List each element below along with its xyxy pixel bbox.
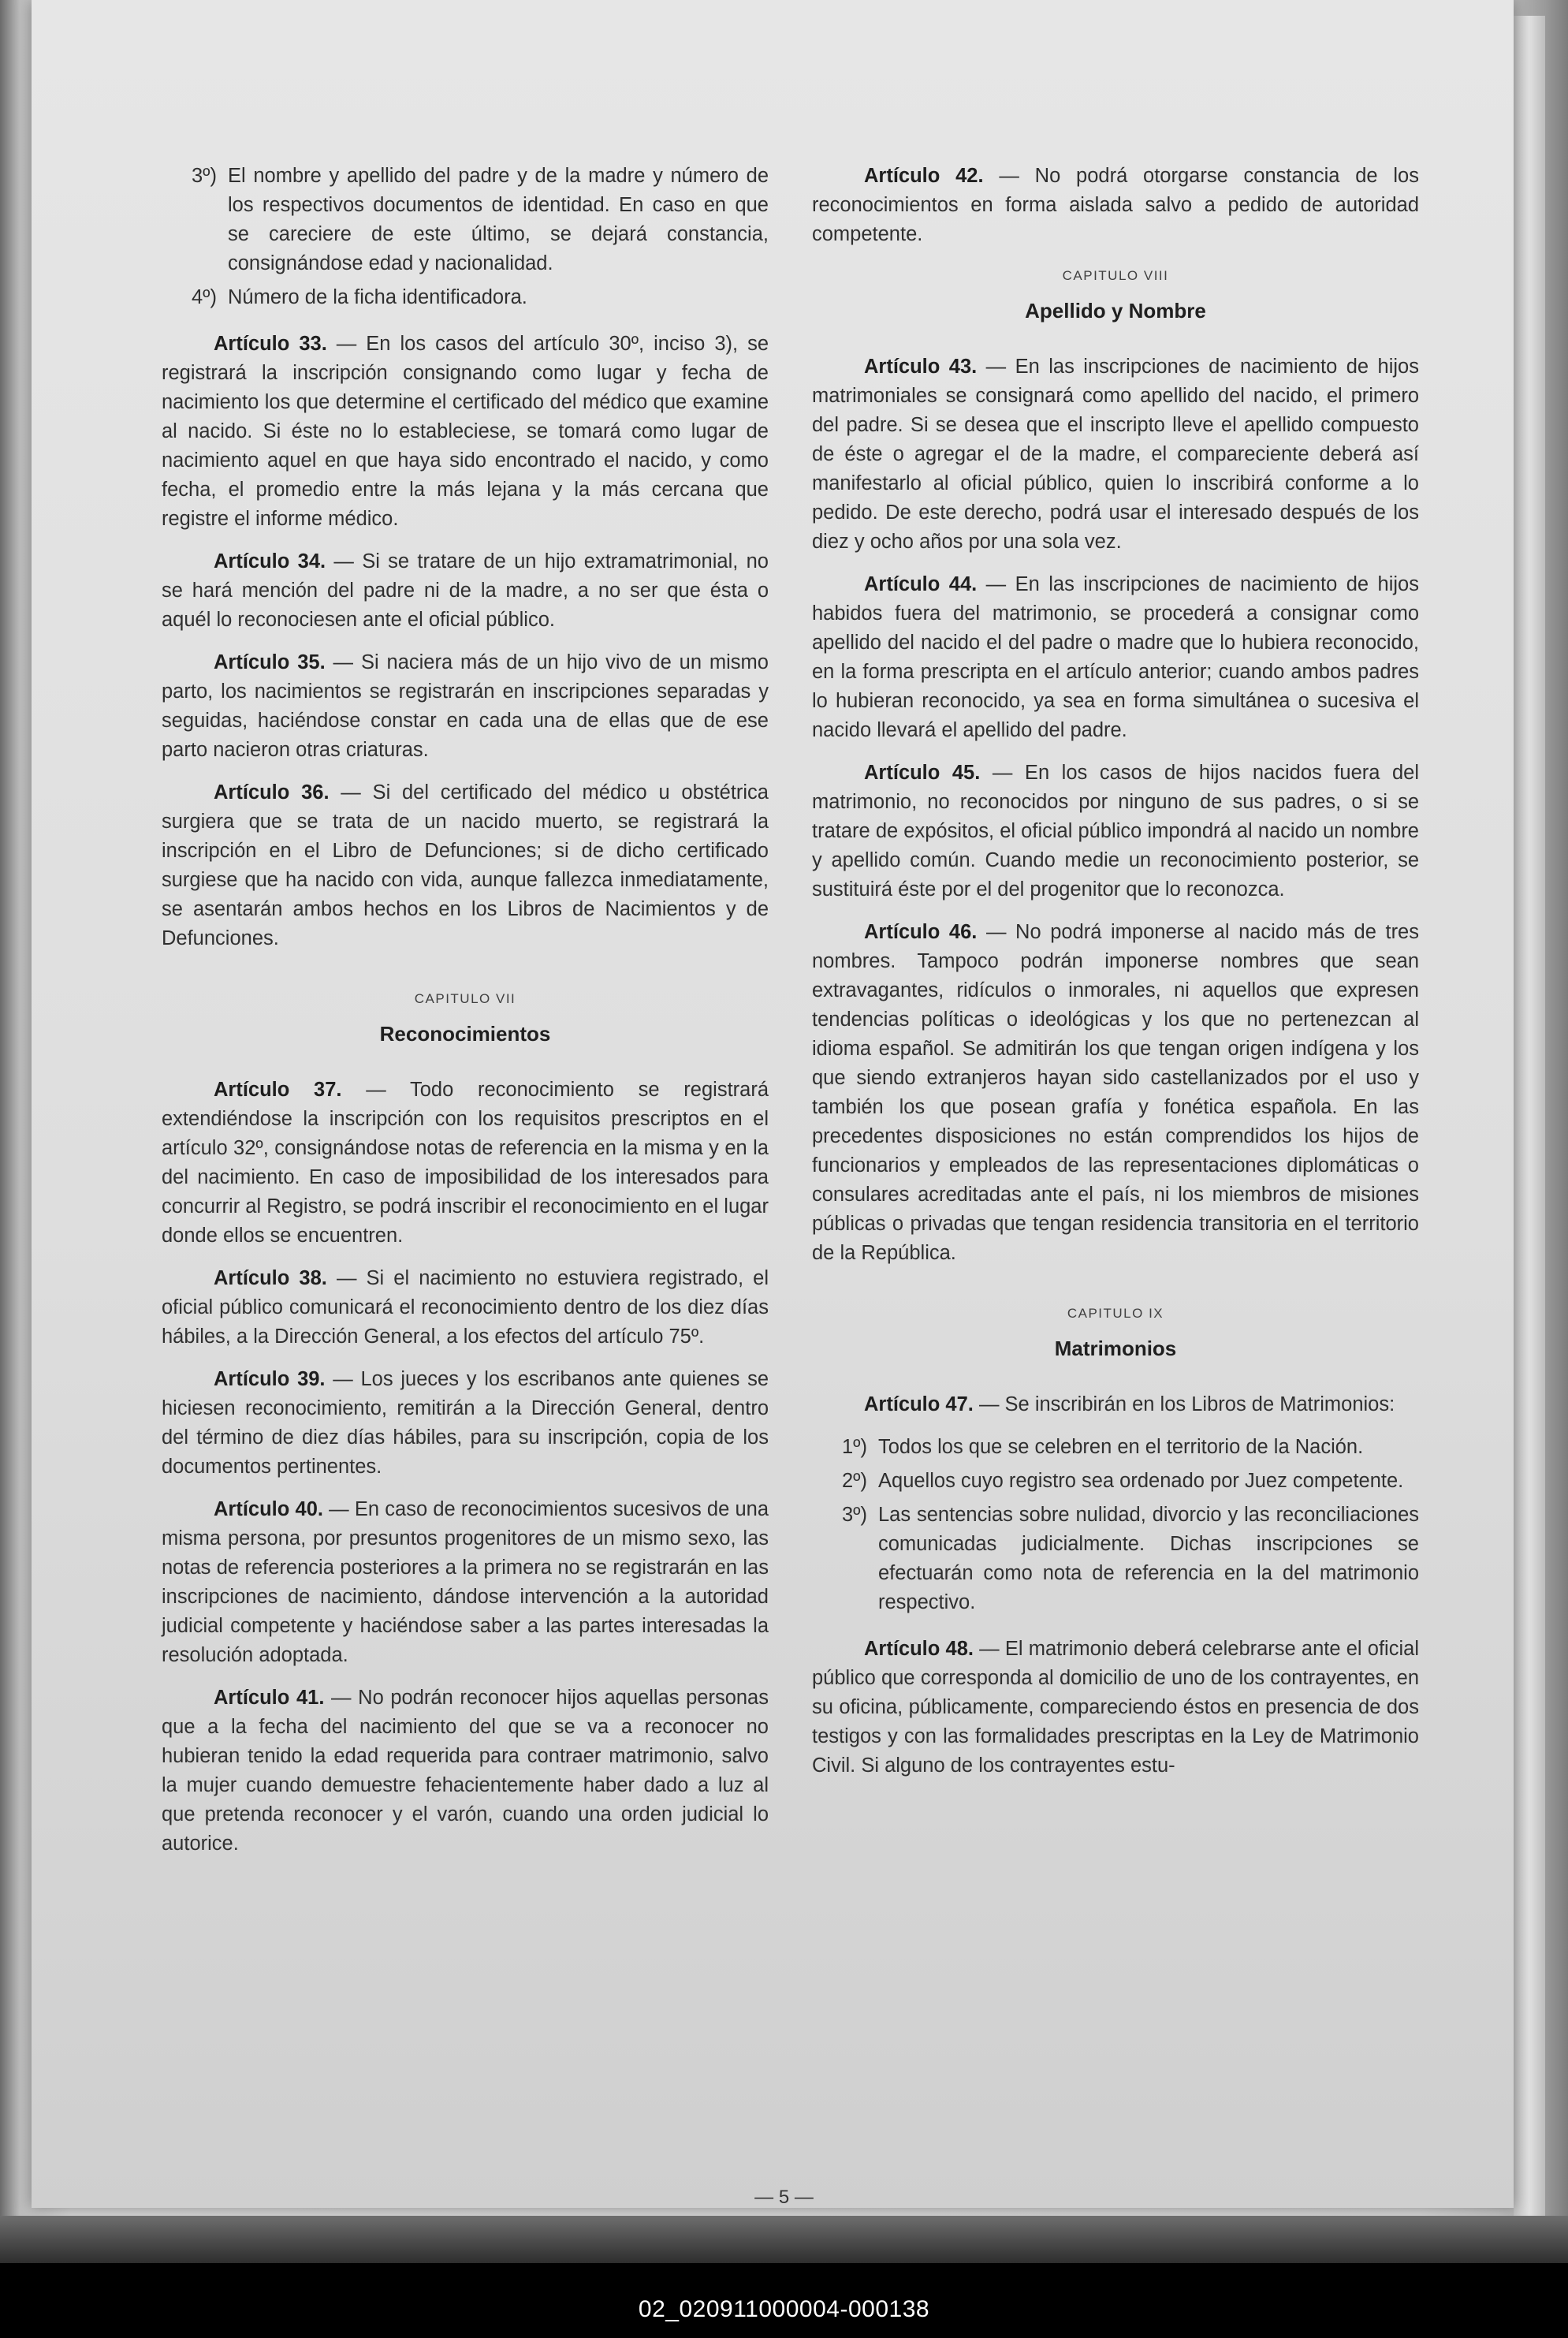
article-text: — No podrán reconocer hijos aquellas personas que a la fecha del nacimiento del que se va a reconocer no hubieran tenido la edad requerida para contraer matrimonio, salvo la mujer cuando demuestre fehacientemente haber dado a luz al que pretenda reconocer y el varón, cuando una orden judicial lo autorice. xyxy=(162,1687,769,1855)
list-item xyxy=(812,1433,1419,1462)
article-text: — Los jueces y los escribanos ante quienes se hiciesen reconocimiento, remitirán a la Dirección General, dentro del término de diez días hábiles, para su inscripción, copia de los documentos pertinentes. xyxy=(162,1368,769,1478)
article-text: — Si naciera más de un hijo vivo de un mismo parto, los nacimientos se registrarán en inscripciones separadas y seguidas, haciéndose constar en cada una de ellas que de ese parto nacieron otras criaturas. xyxy=(162,651,769,761)
article-42 xyxy=(812,162,1419,249)
list-number: 1º) xyxy=(842,1436,867,1458)
article-label: Artículo 41. xyxy=(214,1687,325,1709)
article-48 xyxy=(812,1635,1419,1781)
right-column xyxy=(812,162,1419,1794)
article-text: — Si del certificado del médico u obstétrica surgiera que se trata de un nacido muerto, se registrará la inscripción en el Libro de Defunciones; si de dicho certificado surgiese que ha nacido con vida, aunque fallezca inmediatamente, se asentarán ambos hechos en los Libros de Nacimientos y de Defunciones. xyxy=(162,781,769,949)
article-34 xyxy=(162,547,769,635)
article-text: — Todo reconocimiento se registrará extendiéndose la inscripción con los requisitos prescriptos en el artículo 32º, consignándose notas de referencia en la misma y en la del nacimiento. En caso de imposibilidad de los interesados para concurrir al Registro, se podrá inscribir el reconocimiento en el lugar donde ellos se encuentren. xyxy=(162,1079,769,1247)
list-item xyxy=(162,283,769,312)
article-45 xyxy=(812,759,1419,904)
article-35 xyxy=(162,648,769,765)
list-text: Todos los que se celebren en el territorio de la Nación. xyxy=(878,1436,1364,1458)
article-text: — Se inscribirán en los Libros de Matrimonios: xyxy=(973,1393,1395,1415)
list-text: Aquellos cuyo registro sea ordenado por Juez competente. xyxy=(878,1470,1404,1492)
article-text: — En las inscripciones de nacimiento de hijos habidos fuera del matrimonio, se procederá a consignar como apellido del nacido el del padre o madre que lo hubiera reconocido, en la forma prescripta en el artículo anterior; cuando ambos padres lo hubieran reconocido, ya sea en forma simultánea o sucesiva el nacido llevará el apellido del padre. xyxy=(812,573,1419,741)
section-title: Matrimonios xyxy=(1054,1337,1177,1360)
page-edge xyxy=(1514,16,1545,2224)
article-text: — El matrimonio deberá celebrarse ante el oficial público que corresponda al domicilio de uno de los contrayentes, en su oficina, públicamente, compareciendo éstos en presencia de dos testigos y con las formalidades prescriptas en la Ley de Matrimonio Civil. Si alguno de los contrayentes estu- xyxy=(812,1638,1419,1777)
article-label: Artículo 36. xyxy=(214,781,330,804)
article-41 xyxy=(162,1684,769,1859)
list-item xyxy=(812,1467,1419,1496)
list-number: 3º) xyxy=(192,165,217,187)
list-item xyxy=(162,162,769,278)
article-label: Artículo 33. xyxy=(214,333,327,355)
article-label: Artículo 37. xyxy=(214,1079,342,1101)
list-number: 3º) xyxy=(842,1504,867,1526)
article-label: Artículo 47. xyxy=(864,1393,974,1415)
article-text: — No podrá imponerse al nacido más de tres nombres. Tampoco podrán imponerse nombres que sean extravagantes, ridículos o inmorales, ni aquellos que expresen tendencias políticas o ideológicas y los que no pertenezcan al idioma español. Se admitirán los que tengan origen indígena y los que siendo extranjeros hayan sido castellanizados por el uso y también los que posean grafía y fonética española. En las precedentes disposiciones no están comprendidos los hijos de funcionarios y empleados de las representaciones diplomáticas o consulares acreditadas ante el país, ni los miembros de misiones públicas o privadas que tengan residencia transitoria en el territorio de la República. xyxy=(812,921,1419,1264)
article-text: — En los casos del artículo 30º, inciso 3), se registrará la inscripción consignando como lugar y fecha de nacimiento los que determine el certificado del médico que examine al nacido. Si éste no lo estableciese, se tomará como lugar de nacimiento aquel en que haya sido encontrado el nacido, y como fecha, el promedio entre la más lejana y la más cercana que registre el informe médico. xyxy=(162,333,769,530)
article-label: Artículo 39. xyxy=(214,1368,326,1390)
chapter-heading: CAPITULO VIII xyxy=(1062,268,1169,283)
article-text: — Si el nacimiento no estuviera registrado, el oficial público comunicará el reconocimiento dentro de los diez días hábiles, a la Dirección General, a los efectos del artículo 75º. xyxy=(162,1267,769,1348)
article-text: — En caso de reconocimientos sucesivos de una misma persona, por presuntos progenitores de un mismo sexo, las notas de referencia posteriores a la primera no se registrarán en las inscripciones de nacimiento, dándose intervención a la autoridad judicial competente y haciéndose saber a las partes interesadas la resolución adoptada. xyxy=(162,1498,769,1666)
article-37 xyxy=(162,1076,769,1251)
page-number: — 5 — xyxy=(754,2187,814,2208)
scan-bottom-shadow xyxy=(0,2216,1568,2263)
list-text: Las sentencias sobre nulidad, divorcio y las reconciliaciones comunicadas judicialmente. Dichas inscripciones se efectuarán como nota de referencia en la del matrimonio respectivo. xyxy=(878,1504,1419,1613)
list-text: Número de la ficha identificadora. xyxy=(228,286,527,308)
article-40 xyxy=(162,1495,769,1670)
article-label: Artículo 48. xyxy=(864,1638,974,1660)
list-item xyxy=(812,1501,1419,1617)
article-text: — Si se tratare de un hijo extramatrimonial, no se hará mención del padre ni de la madre, a no ser que ésta o aquél lo reconociesen ante el oficial público. xyxy=(162,550,769,631)
article-text: — En los casos de hijos nacidos fuera del matrimonio, no reconocidos por ninguno de sus padres, o si se tratare de expósitos, el oficial público impondrá al nacido un nombre y apellido común. Cuando medie un reconocimiento posterior, se sustituirá éste por el del progenitor que lo reconozca. xyxy=(812,762,1420,901)
list-number: 2º) xyxy=(842,1470,867,1492)
article-label: Artículo 40. xyxy=(214,1498,323,1520)
left-column xyxy=(162,162,769,1872)
article-label: Artículo 46. xyxy=(864,921,978,943)
chapter-heading: CAPITULO VII xyxy=(414,991,516,1006)
article-36 xyxy=(162,778,769,953)
article-43 xyxy=(812,352,1419,557)
article-label: Artículo 42. xyxy=(864,165,984,187)
article-label: Artículo 43. xyxy=(864,356,978,378)
article-39 xyxy=(162,1365,769,1482)
article-text: — En las inscripciones de nacimiento de hijos matrimoniales se consignará como apellido del nacido, el primero del padre. Si se desea que el inscripto lleve el apellido compuesto de éste o agregar el de la madre, el compareciente deberá así manifestarlo al oficial público, quien lo inscribirá conforme a lo pedido. De este derecho, podrá usar el interesado después de los diez y ocho años por una sola vez. xyxy=(812,356,1419,553)
section-title: Reconocimientos xyxy=(379,1022,551,1046)
scan-identifier: 02_020911000004-000138 xyxy=(638,2296,930,2322)
article-label: Artículo 44. xyxy=(864,573,978,595)
article-33 xyxy=(162,330,769,534)
article-44 xyxy=(812,570,1419,745)
chapter-heading: CAPITULO IX xyxy=(1067,1306,1164,1321)
article-38 xyxy=(162,1264,769,1352)
article-label: Artículo 34. xyxy=(214,550,326,572)
list-text: El nombre y apellido del padre y de la madre y número de los respectivos documentos de identidad. En caso en que se careciere de este último, se dejará constancia, consignándose edad y nacionalidad. xyxy=(228,165,769,274)
article-47 xyxy=(812,1390,1419,1419)
article-label: Artículo 45. xyxy=(864,762,981,784)
article-text: — No podrá otorgarse constancia de los reconocimientos en forma aislada salvo a pedido de autoridad competente. xyxy=(812,165,1419,245)
article-label: Artículo 35. xyxy=(214,651,326,673)
article-46 xyxy=(812,918,1419,1268)
section-title: Apellido y Nombre xyxy=(1025,299,1206,323)
article-label: Artículo 38. xyxy=(214,1267,327,1289)
list-number: 4º) xyxy=(192,286,217,308)
